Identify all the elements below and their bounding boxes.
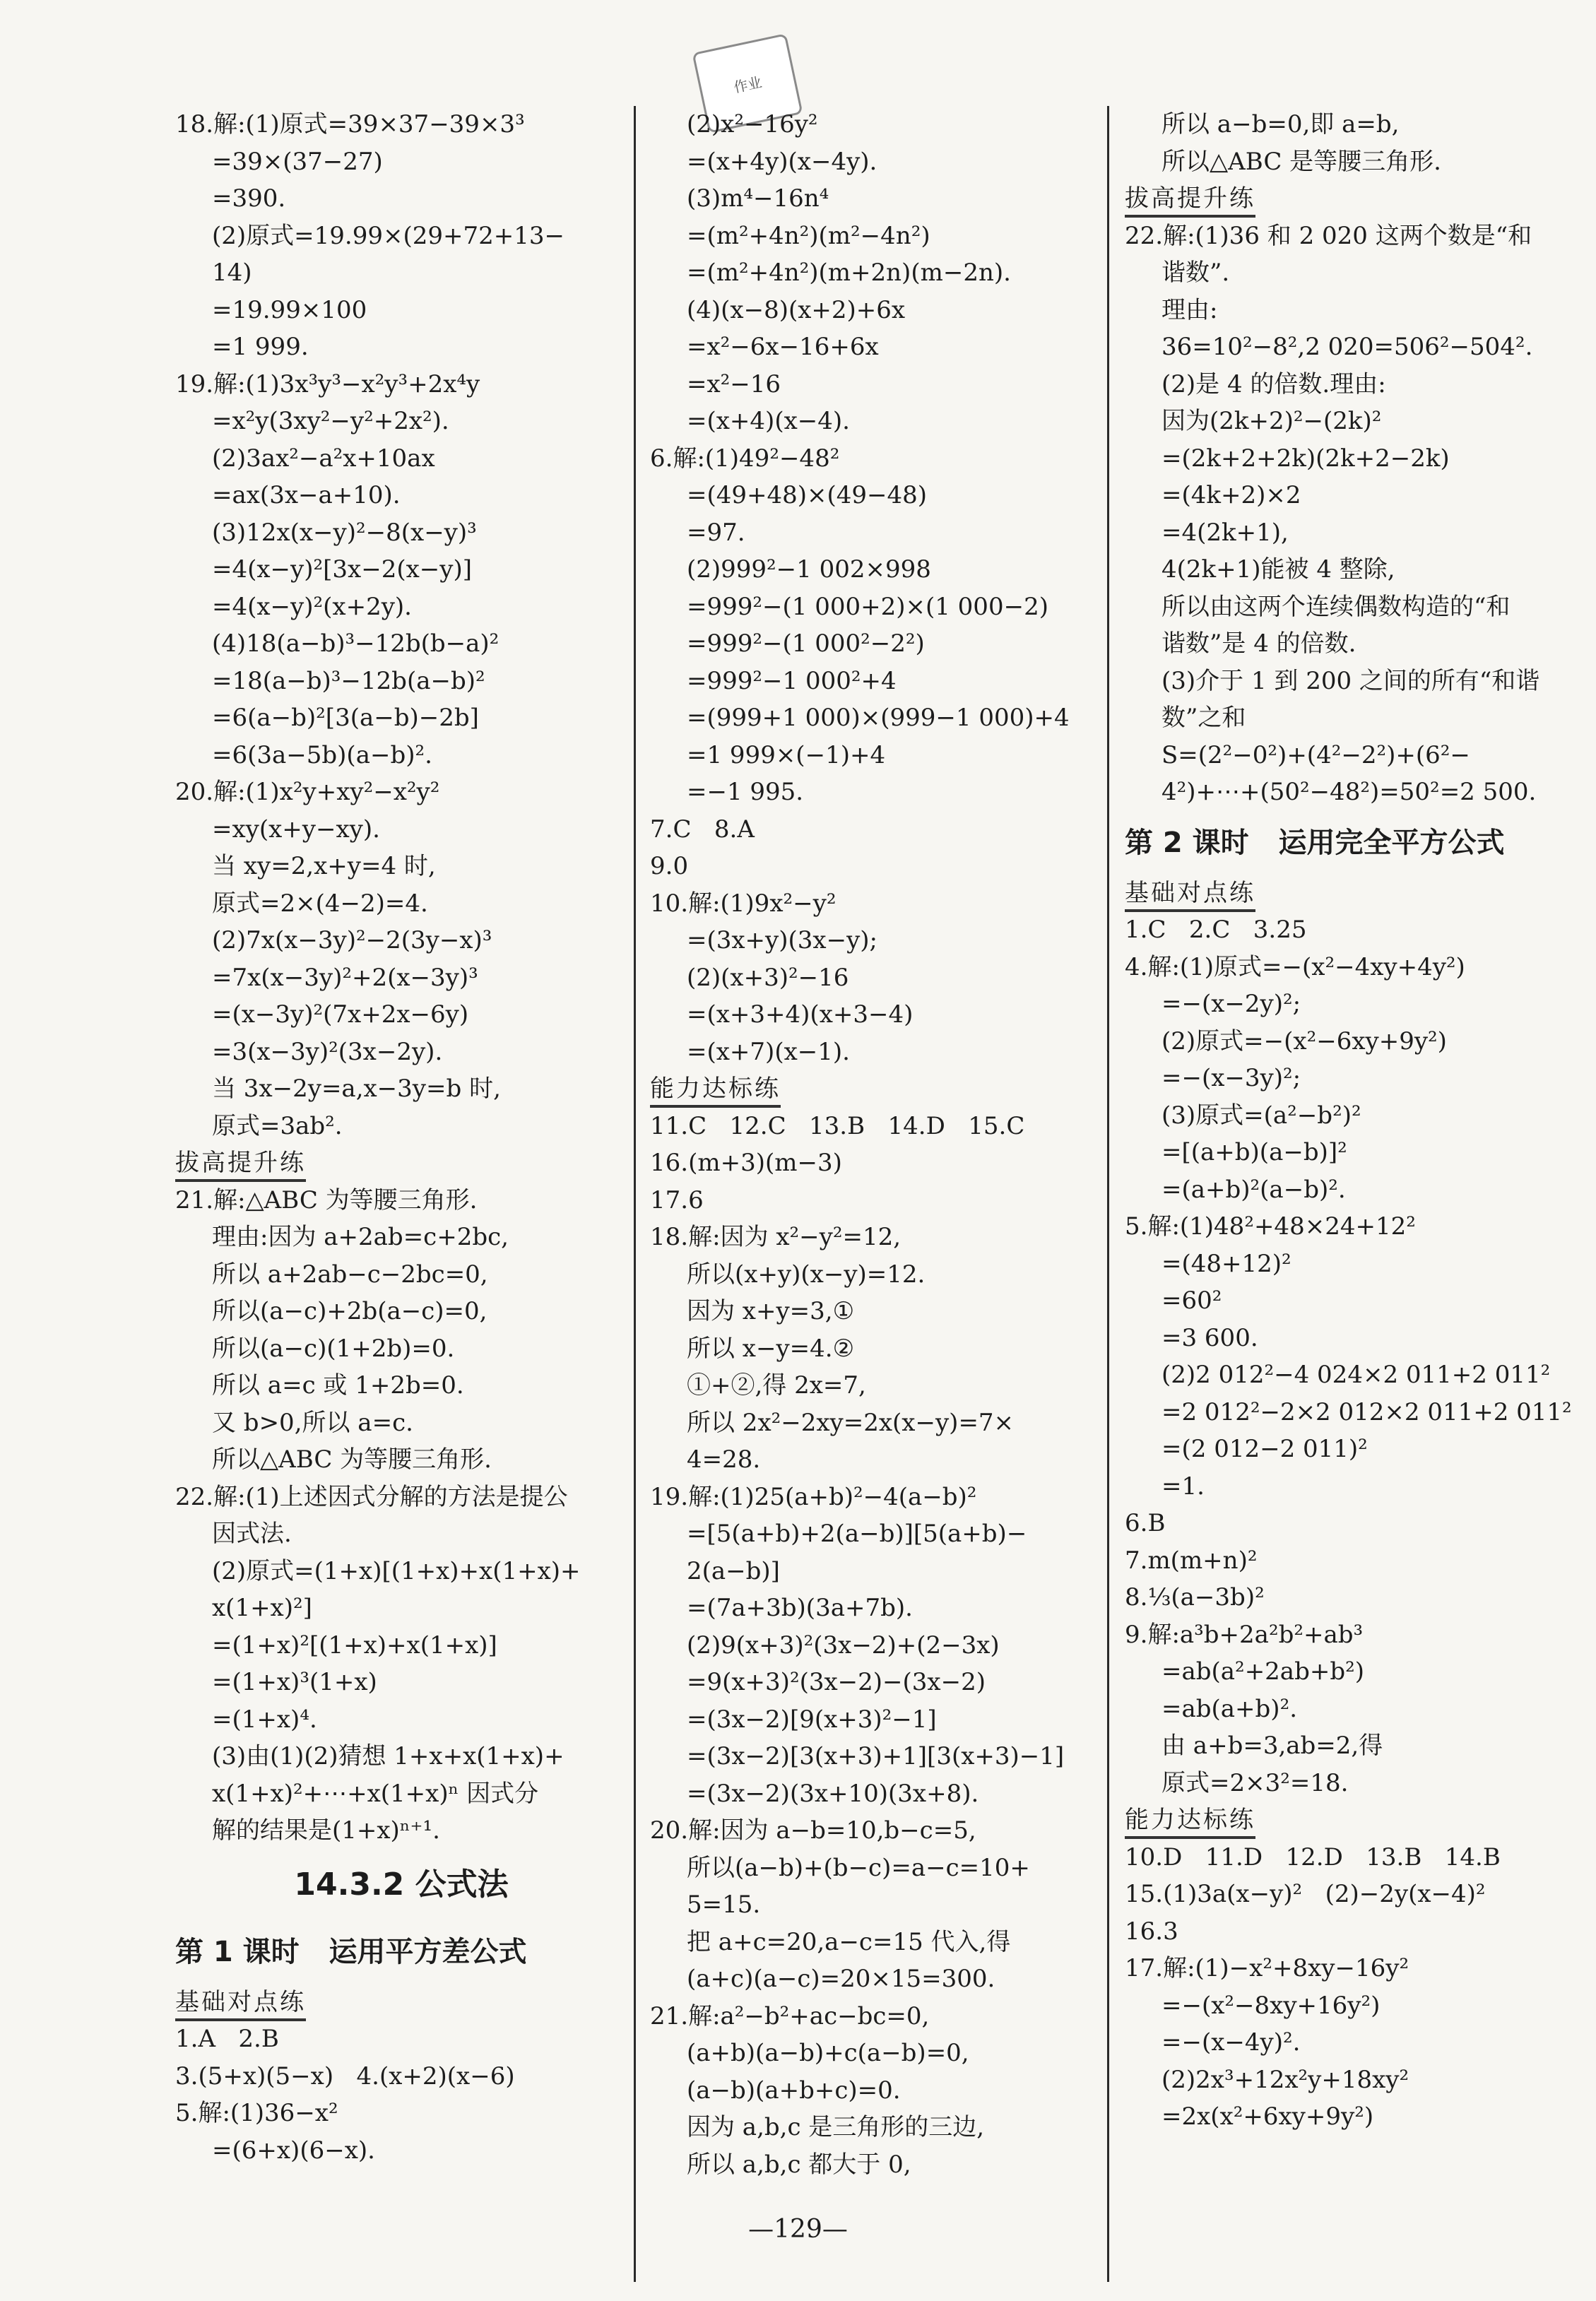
answer-line: =(3x−2)(3x+10)(3x+8). [687,1779,979,1808]
answer-line: (a+c)(a−c)=20×15=300. [687,1965,995,1993]
answer-line: =39×(37−27) [212,147,383,176]
answer-line: (2)7x(x−3y)²−2(3y−x)³ [212,926,492,954]
answer-line: =3(x−3y)²(3x−2y). [212,1037,443,1066]
answer-line: =2x(x²+6xy+9y²) [1161,2102,1374,2131]
answer-line: 原式=2×(4−2)=4. [212,889,428,918]
answer-line: =(x+4y)(x−4y). [687,147,877,176]
answer-column-left [175,106,627,2169]
answer-column-right [1125,106,1577,2136]
answer-line: (3)原式=(a²−b²)² [1161,1101,1361,1130]
answer-line: (2)原式=(1+x)[(1+x)+x(1+x)+ [212,1556,581,1585]
section-heading [650,1070,1102,1108]
answer-line: 谐数”是 4 的倍数. [1161,629,1356,658]
answer-line: 又 b>0,所以 a=c. [212,1408,413,1437]
chapter-title: 14.3.2 公式法 [294,1866,509,1903]
answer-line: x(1+x)²+⋯+x(1+x)ⁿ 因式分 [212,1779,539,1808]
answer-line: 4(2k+1)能被 4 整除, [1161,555,1395,584]
answer-line: 所以 a=c 或 1+2b=0. [212,1371,464,1400]
answer-line: =3 600. [1161,1323,1258,1352]
answer-line: =(3x−2)[9(x+3)²−1] [687,1705,937,1734]
answer-line: =(x+3+4)(x+3−4) [687,1000,914,1029]
answer-line: =(a+b)²(a−b)². [1161,1175,1346,1204]
answer-line: 21.解:△ABC 为等腰三角形. [175,1185,478,1214]
answer-line: 19.解:(1)25(a+b)²−4(a−b)² [650,1482,977,1511]
answer-line: (a−b)(a+b+c)=0. [687,2076,901,2105]
section-heading [175,1144,627,1182]
answer-line: =(6+x)(6−x). [212,2136,375,2165]
answer-line: 10.解:(1)9x²−y² [650,889,837,918]
answer-line: 5=15. [687,1891,761,1919]
answer-line: =19.99×100 [212,295,367,324]
section-heading-label: 拔高提升练 [1125,182,1255,218]
section-heading [1125,875,1577,912]
answer-line: =x²−16 [687,369,781,398]
answer-line: 21.解:a²−b²+ac−bc=0, [650,2001,930,2030]
answer-line: 所以(a−c)(1+2b)=0. [212,1334,455,1363]
answer-line: 原式=2×3²=18. [1161,1768,1349,1797]
answer-line: (2)(x+3)²−16 [687,963,849,992]
answer-line: 22.解:(1)上述因式分解的方法是提公 [175,1482,568,1511]
answer-line: (2)是 4 的倍数.理由: [1161,369,1386,398]
answer-line: =(3x−2)[3(x+3)+1][3(x+3)−1] [687,1742,1065,1770]
answer-line: =999²−(1 000²−2²) [687,629,925,658]
answer-line: 5.解:(1)48²+48×24+12² [1125,1212,1416,1241]
answer-line: 9.解:a³b+2a²b²+ab³ [1125,1620,1364,1649]
answer-line: 16.(m+3)(m−3) [650,1149,842,1177]
answer-line: =−1 995. [687,778,804,806]
answer-line: 当 xy=2,x+y=4 时, [212,852,436,880]
answer-line: 因式法. [212,1520,292,1548]
answer-line: =9(x+3)²(3x−2)−(3x−2) [687,1668,986,1696]
answer-line: 8.⅓(a−3b)² [1125,1583,1265,1611]
answer-line: =(2k+2+2k)(2k+2−2k) [1161,444,1450,473]
answer-line: 20.解:因为 a−b=10,b−c=5, [650,1816,976,1845]
answer-line: =2 012²−2×2 012×2 011+2 011² [1161,1397,1572,1426]
answer-line: =1. [1161,1472,1205,1501]
answer-line: S=(2²−0²)+(4²−2²)+(6²− [1161,740,1470,769]
answer-line: =(48+12)² [1161,1249,1291,1278]
section-heading-label: 基础对点练 [175,1986,306,2021]
page-number: —129— [748,2215,848,2244]
answer-line: =390. [212,184,286,213]
answer-line: 3.(5+x)(5−x) 4.(x+2)(x−6) [175,2062,515,2090]
answer-line: =(x+4)(x−4). [687,407,850,435]
answer-line: =(1+x)²[(1+x)+x(1+x)] [212,1631,497,1660]
answer-line: 17.6 [650,1185,704,1214]
answer-line: =(999+1 000)×(999−1 000)+4 [687,704,1070,732]
answer-line: 所以 a,b,c 都大于 0, [687,2150,911,2179]
answer-line: (4)(x−8)(x+2)+6x [687,295,906,324]
answer-line: =60² [1161,1286,1222,1315]
answer-line: (2)9(x+3)²(3x−2)+(2−3x) [687,1631,1000,1660]
section-heading-label: 拔高提升练 [175,1147,306,1182]
answer-line: =4(2k+1), [1161,518,1289,547]
answer-line: 因为 x+y=3,① [687,1297,855,1325]
answer-line: =[(a+b)(a−b)]² [1161,1138,1347,1166]
answer-line: (2)2 012²−4 024×2 011+2 011² [1161,1361,1551,1389]
answer-line: (3)m⁴−16n⁴ [687,184,829,213]
section-heading [175,1984,627,2021]
answer-line: 所以△ABC 是等腰三角形. [1161,147,1441,176]
answer-line: =(4k+2)×2 [1161,481,1301,509]
answer-line: =(3x+y)(3x−y); [687,926,878,954]
answer-line: 2(a−b)] [687,1556,780,1585]
answer-line: =1 999×(−1)+4 [687,740,886,769]
answer-line: =(49+48)×(49−48) [687,481,928,509]
answer-line: 6.B [1125,1509,1166,1537]
answer-line: =−(x−3y)²; [1161,1064,1301,1092]
answer-line: =(7a+3b)(3a+7b). [687,1594,913,1622]
answer-line: 15.(1)3a(x−y)² (2)−2y(x−4)² [1125,1880,1486,1908]
answer-line: 4.解:(1)原式=−(x²−4xy+4y²) [1125,952,1465,981]
answer-line: (4)18(a−b)³−12b(b−a)² [212,629,500,658]
answer-line: 所以 x−y=4.② [687,1334,855,1363]
section-heading [1125,180,1577,218]
answer-line: 4²)+⋯+(50²−48²)=50²=2 500. [1161,778,1537,806]
answer-line: (a+b)(a−b)+c(a−b)=0, [687,2039,969,2067]
answer-line: (2)x²−16y² [687,110,818,138]
answer-line: 因为(2k+2)²−(2k)² [1161,407,1382,435]
answer-line: 9.0 [650,852,689,880]
answer-line: =xy(x+y−xy). [212,815,380,844]
answer-line: 1.A 2.B [175,2025,279,2053]
answer-line: 14) [212,259,252,287]
answer-line: 6.解:(1)49²−48² [650,444,840,473]
answer-line: (2)999²−1 002×998 [687,555,931,584]
answer-line: 19.解:(1)3x³y³−x²y³+2x⁴y [175,369,480,398]
answer-line: 18.解:(1)原式=39×37−39×3³ [175,110,525,138]
answer-line: =−(x²−8xy+16y²) [1161,1991,1381,2020]
answer-line: 所以 a−b=0,即 a=b, [1161,110,1400,138]
answer-line: =999²−(1 000+2)×(1 000−2) [687,592,1048,621]
column-divider [1107,106,1109,2282]
answer-line: 解的结果是(1+x)ⁿ⁺¹. [212,1816,440,1845]
answer-line: 10.D 11.D 12.D 13.B 14.B [1125,1842,1501,1871]
answer-line: 17.解:(1)−x²+8xy−16y² [1125,1954,1409,1982]
section-heading-label: 基础对点练 [1125,877,1255,912]
answer-line: =6(3a−5b)(a−b)². [212,740,432,769]
answer-line: (3)12x(x−y)²−8(x−y)³ [212,518,477,547]
answer-line: =(m²+4n²)(m²−4n²) [687,221,930,250]
answer-line: 1.C 2.C 3.25 [1125,916,1307,944]
answer-line: 18.解:因为 x²−y²=12, [650,1223,902,1251]
answer-line: ①+②,得 2x=7, [687,1371,866,1400]
answer-line: 所以 a+2ab−c−2bc=0, [212,1260,488,1289]
answer-line: 所以△ABC 为等腰三角形. [212,1445,492,1474]
answer-line: 11.C 12.C 13.B 14.D 15.C [650,1111,1025,1140]
answer-line: 谐数”. [1161,259,1230,287]
answer-line: =6(a−b)²[3(a−b)−2b] [212,704,479,732]
answer-line: (3)介于 1 到 200 之间的所有“和谐 [1161,666,1540,695]
answer-line: =(2 012−2 011)² [1161,1435,1368,1463]
answer-line: =x²y(3xy²−y²+2x²). [212,407,449,435]
answer-line: 16.3 [1125,1917,1178,1946]
answer-line: (2)原式=19.99×(29+72+13− [212,221,564,250]
column-divider [634,106,636,2282]
answer-line: (2)原式=−(x²−6xy+9y²) [1161,1027,1447,1055]
answer-line: 把 a+c=20,a−c=15 代入,得 [687,1927,1011,1956]
answer-line: 所以 2x²−2xy=2x(x−y)=7× [687,1408,1015,1437]
answer-column-middle [650,106,1102,2183]
answer-line: =(x+7)(x−1). [687,1037,850,1066]
answer-line: =ab(a²+2ab+b²) [1161,1657,1364,1686]
answer-line: =ab(a+b)². [1161,1694,1298,1723]
answer-line: 20.解:(1)x²y+xy²−x²y² [175,778,440,806]
answer-line: (2)2x³+12x²y+18xy² [1161,2065,1409,2094]
answer-line: =7x(x−3y)²+2(x−3y)³ [212,963,478,992]
answer-line: =(1+x)³(1+x) [212,1668,377,1696]
answer-line: =[5(a+b)+2(a−b)][5(a+b)− [687,1520,1027,1548]
answer-line: =ax(3x−a+10). [212,481,401,509]
stamp-logo: 作业 [692,33,803,134]
answer-line: (2)3ax²−a²x+10ax [212,444,435,473]
answer-line: 所以(a−b)+(b−c)=a−c=10+ [687,1853,1030,1882]
answer-line: =4(x−y)²(x+2y). [212,592,412,621]
answer-line: =−(x−2y)²; [1161,990,1301,1018]
answer-line: 原式=3ab². [212,1111,343,1140]
answer-line: 7.m(m+n)² [1125,1546,1258,1575]
answer-line: =(1+x)⁴. [212,1705,317,1734]
answer-line: (3)由(1)(2)猜想 1+x+x(1+x)+ [212,1742,564,1770]
answer-line: 所以(a−c)+2b(a−c)=0, [212,1297,487,1325]
answer-line: =1 999. [212,333,309,361]
answer-line: 36=10²−8²,2 020=506²−504². [1161,333,1533,361]
answer-line: 5.解:(1)36−x² [175,2099,338,2127]
lesson-title: 第 1 课时 运用平方差公式 [175,1935,527,1968]
answer-line: =999²−1 000²+4 [687,666,897,695]
answer-line: =(x−3y)²(7x+2x−6y) [212,1000,469,1029]
lesson-title: 第 2 课时 运用完全平方公式 [1125,826,1505,859]
answer-line: =18(a−b)³−12b(a−b)² [212,666,485,695]
answer-line: =97. [687,518,745,547]
answer-line: =x²−6x−16+6x [687,333,879,361]
answer-line: 4=28. [687,1445,761,1474]
answer-line: 理由: [1161,295,1218,324]
answer-line: 由 a+b=3,ab=2,得 [1161,1732,1383,1760]
answer-line: 所以(x+y)(x−y)=12. [687,1260,926,1289]
answer-line: 所以由这两个连续偶数构造的“和 [1161,592,1511,621]
answer-line: =−(x−4y)². [1161,2028,1301,2057]
answer-line: =(m²+4n²)(m+2n)(m−2n). [687,259,1011,287]
answer-line: x(1+x)²] [212,1594,312,1622]
answer-line: 当 3x−2y=a,x−3y=b 时, [212,1075,501,1103]
section-heading [1125,1802,1577,1839]
answer-line: =4(x−y)²[3x−2(x−y)] [212,555,473,584]
answer-line: 22.解:(1)36 和 2 020 这两个数是“和 [1125,221,1532,250]
answer-line: 因为 a,b,c 是三角形的三边, [687,2113,985,2141]
section-heading-label: 能力达标练 [1125,1804,1255,1839]
answer-line: 数”之和 [1161,704,1246,732]
answer-line: 7.C 8.A [650,815,755,844]
answer-line: 理由:因为 a+2ab=c+2bc, [212,1223,509,1251]
section-heading-label: 能力达标练 [650,1072,781,1108]
